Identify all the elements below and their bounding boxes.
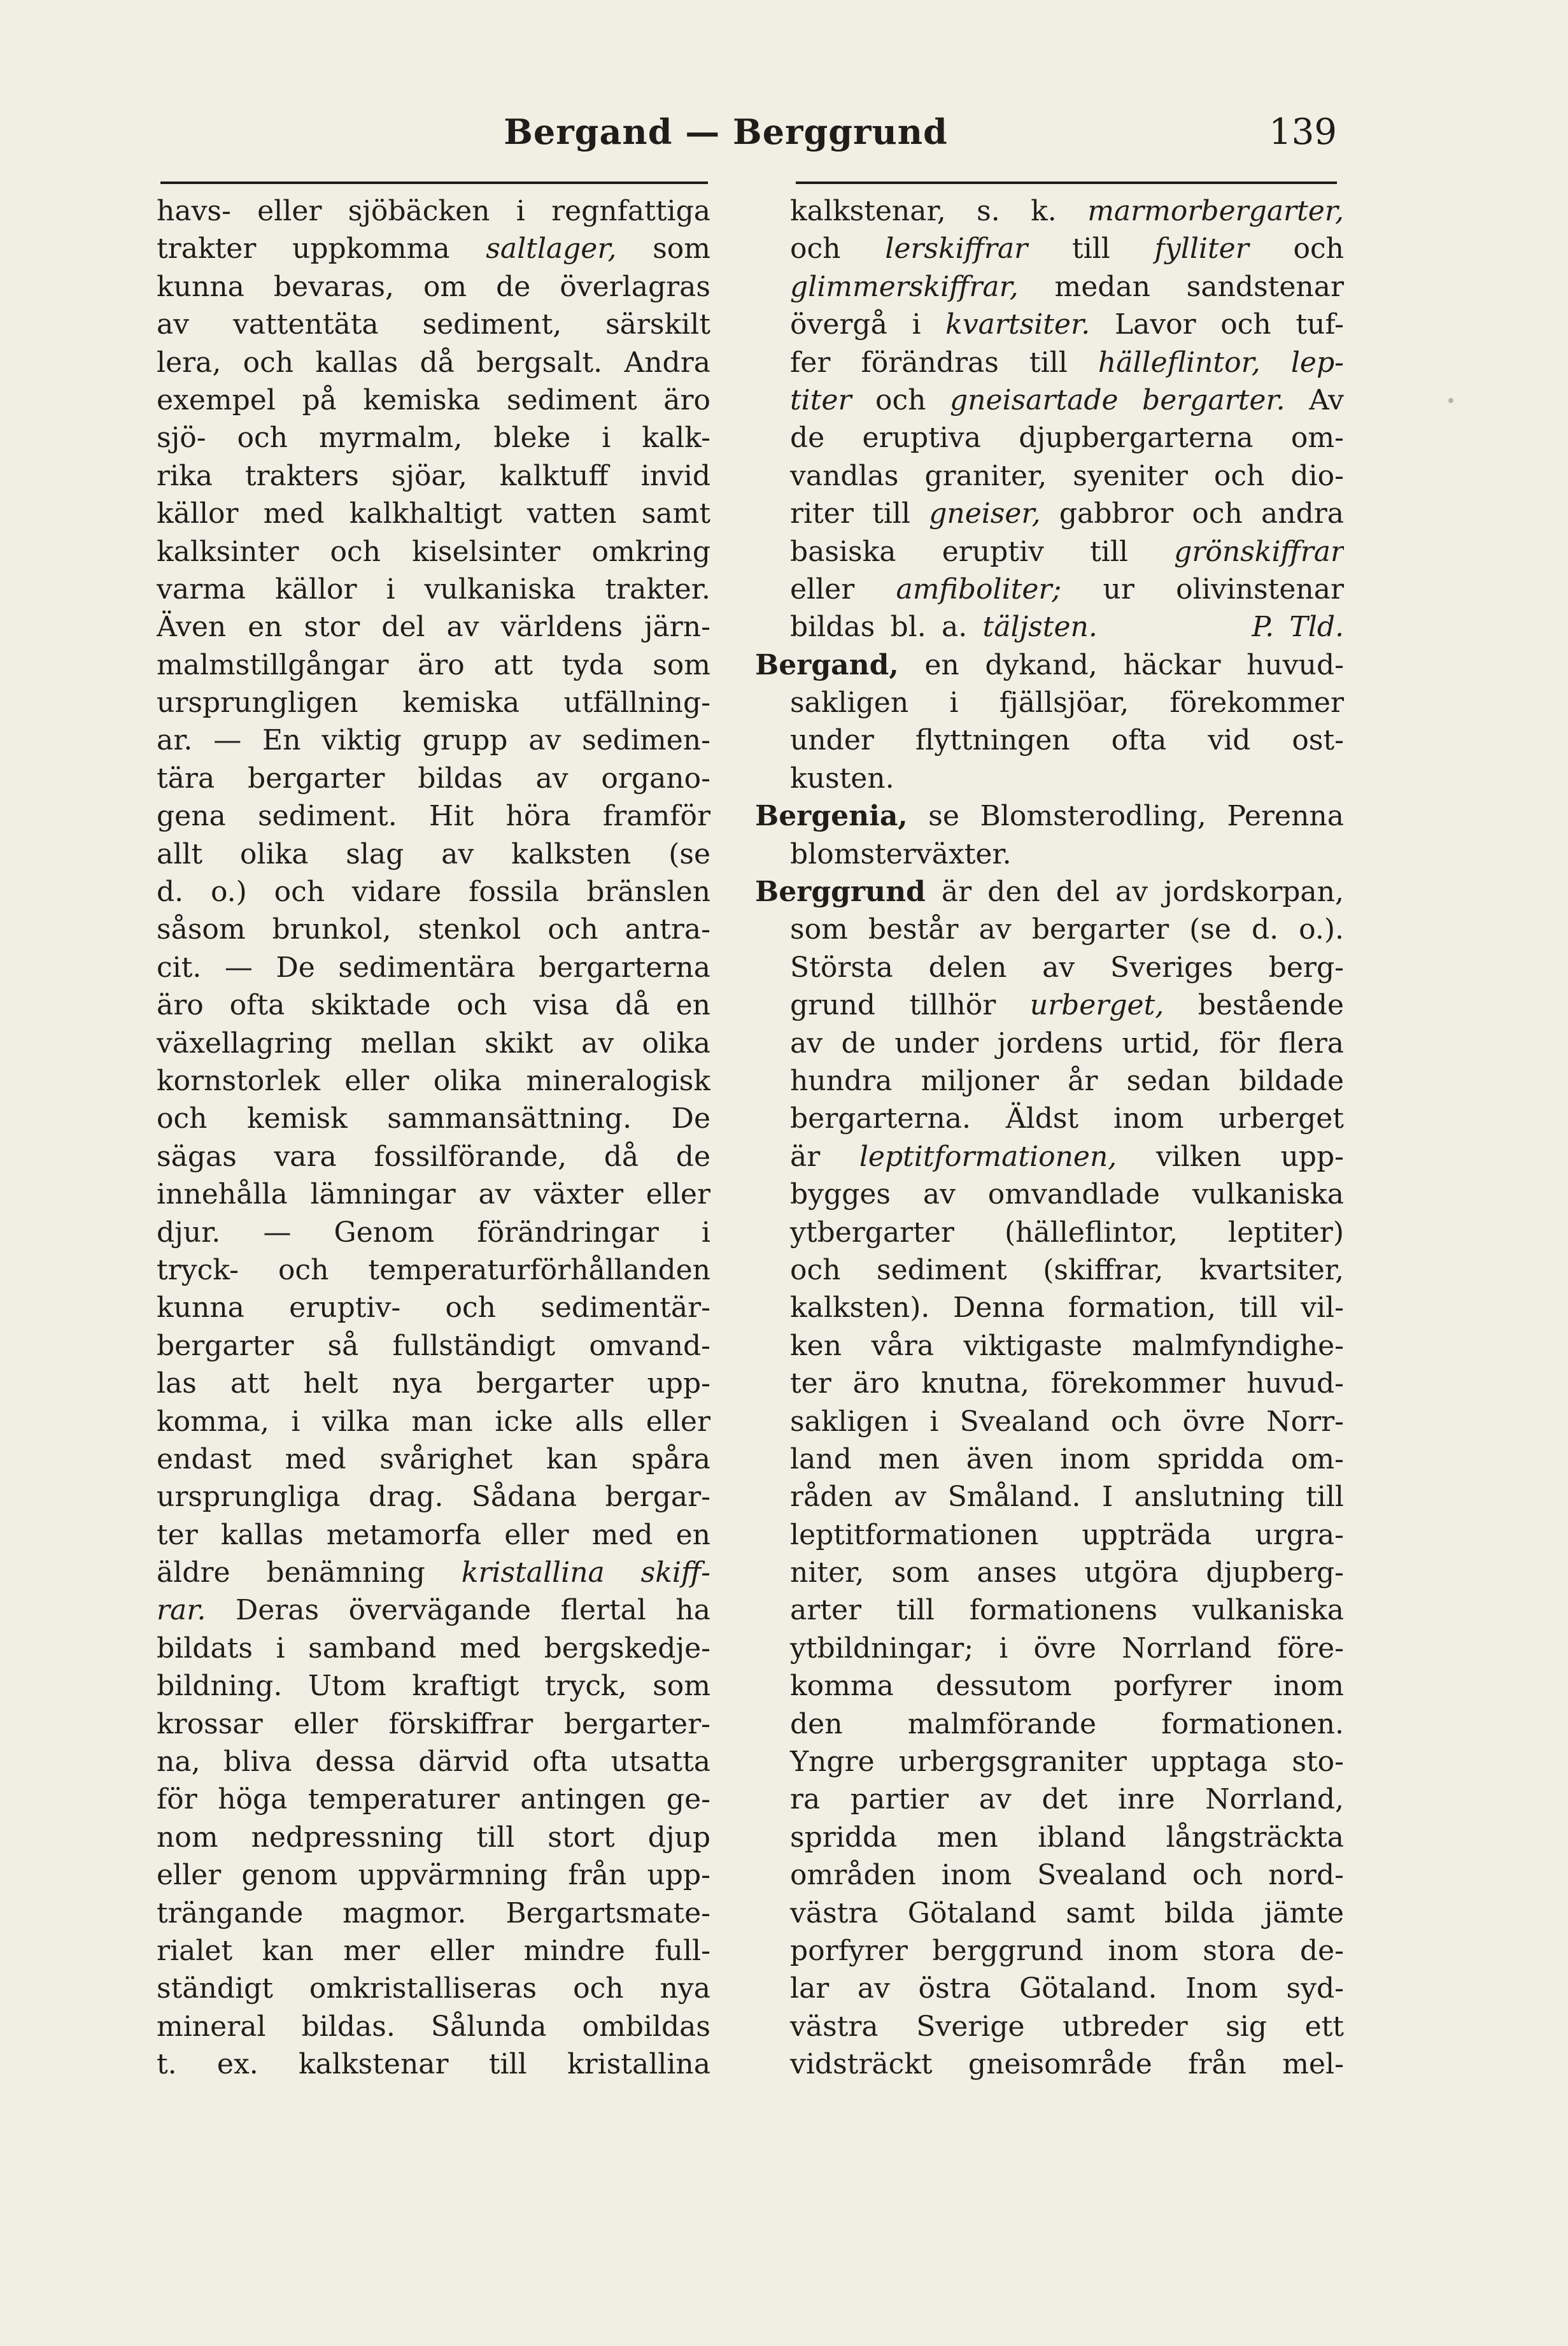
text-line: den malmförande formationen. [790, 1707, 1344, 1740]
text-line: bildats i samband med bergskedje- [157, 1632, 710, 1665]
text-line: äldre benämning kristallina skiff- [157, 1556, 710, 1589]
text-line: Även en stor del av världens järn- [157, 611, 710, 644]
text-line: råden av Småland. I anslutning till [790, 1481, 1344, 1514]
italic-term: marmorbergarter, [1087, 195, 1344, 227]
page-number: 139 [1269, 111, 1337, 153]
text-line: tära bergarter bildas av organo- [157, 762, 710, 795]
text-line: porfyrer berggrund inom stora de- [790, 1934, 1344, 1967]
text-line: cit. — De sedimentära bergarterna [157, 951, 710, 984]
italic-term: leptitformationen, [859, 1140, 1117, 1173]
text-line: bildning. Utom kraftigt tryck, som [157, 1670, 710, 1703]
italic-term: grönskiffrar [1174, 535, 1344, 568]
italic-term: täljsten. [982, 611, 1098, 644]
text-line: endast med svårighet kan spåra [157, 1442, 710, 1475]
text-line: lar av östra Götaland. Inom syd- [790, 1972, 1344, 2005]
text-line: malmstillgångar äro att tyda som [157, 648, 710, 681]
text-line: d. o.) och vidare fossila bränslen [157, 876, 710, 909]
running-header: Bergand — Berggrund [504, 111, 948, 152]
text-line: övergå i kvartsiter. Lavor och tuf- [790, 308, 1344, 341]
text-line: mineral bildas. Sålunda ombildas [157, 2010, 710, 2043]
text-line: för höga temperaturer antingen ge- [157, 1783, 710, 1816]
text-line: na, bliva dessa därvid ofta utsatta [157, 1745, 710, 1779]
text-line: blomsterväxter. [790, 837, 1012, 871]
text-line: växellagring mellan skikt av olika [157, 1027, 710, 1060]
text-line: av de under jordens urtid, för flera [790, 1027, 1344, 1060]
italic-term: fylliter [1154, 232, 1249, 266]
text-line: Största delen av Sveriges berg- [790, 951, 1344, 984]
text-line: kunna bevaras, om de överlagras [157, 270, 710, 303]
text-line: vandlas graniter, syeniter och dio- [790, 459, 1344, 492]
text-line: glimmerskiffrar, medan sandstenar [790, 270, 1344, 303]
text-line: källor med kalkhaltigt vatten samt [157, 497, 710, 530]
text-line: trakter uppkomma saltlager, som [157, 232, 710, 266]
text-line: av vattentäta sediment, särskilt [157, 308, 710, 341]
text-line: ursprungligen kemiska utfällning- [157, 686, 710, 720]
text-line: under flyttningen ofta vid ost- [790, 724, 1344, 757]
text-line: trängande magmor. Bergartsmate- [157, 1896, 710, 1930]
italic-term: urberget, [1029, 989, 1164, 1022]
text-line: bergarter så fullständigt omvand- [157, 1329, 710, 1362]
text-line: fer förändras till hälleflintor, lep- [790, 346, 1344, 379]
text-line: komma dessutom porfyrer inom [790, 1670, 1344, 1703]
text-line: spridda men ibland långsträckta [790, 1821, 1344, 1854]
author-signature: P. Tld. [1252, 611, 1344, 644]
italic-term: glimmerskiffrar, [790, 270, 1019, 303]
text-line: eller amfiboliter; ur olivinstenar [790, 572, 1344, 606]
text-line: ra partier av det inre Norrland, [790, 1783, 1344, 1816]
text-line: kalksinter och kiselsinter omkring [157, 535, 710, 568]
text-line: ytbildningar; i övre Norrland före- [790, 1632, 1344, 1665]
text-line: de eruptiva djupbergarterna om- [790, 422, 1344, 455]
text-line: rialet kan mer eller mindre full- [157, 1934, 710, 1967]
text-line: områden inom Svealand och nord- [790, 1859, 1344, 1892]
text-line: bergarterna. Äldst inom urberget [790, 1102, 1344, 1135]
text-line: bildas bl. a. täljsten. P. Tld. [790, 611, 1344, 644]
italic-term: lerskiffrar [885, 232, 1028, 266]
text-line: kalksten). Denna formation, till vil- [790, 1291, 1344, 1325]
text-line: är leptitformationen, vilken upp- [790, 1140, 1344, 1173]
text-line: lera, och kallas då bergsalt. Andra [157, 346, 710, 379]
italic-term: titer [790, 383, 852, 416]
text-line: land men även inom spridda om- [790, 1442, 1344, 1475]
text-line: kornstorlek eller olika mineralogisk [157, 1064, 710, 1097]
text-line: ursprungliga drag. Sådana bergar- [157, 1481, 710, 1514]
text-line: las att helt nya bergarter upp- [157, 1367, 710, 1400]
italic-term: gneisartade bergarter. [949, 383, 1285, 416]
text-line: ar. — En viktig grupp av sedimen- [157, 724, 710, 757]
entry-line: Berggrund är den del av jordskorpan, [755, 876, 1344, 909]
text-line: nom nedpressning till stort djup [157, 1821, 710, 1854]
text-line: såsom brunkol, stenkol och antra- [157, 913, 710, 946]
paper-speck [1448, 398, 1453, 403]
italic-term: kvartsiter. [945, 308, 1091, 341]
italic-term: gneiser, [929, 497, 1041, 530]
header-rule-left [160, 181, 708, 184]
text-line: bygges av omvandlade vulkaniska [790, 1178, 1344, 1211]
italic-term: amfiboliter; [896, 572, 1062, 606]
text-line: kunna eruptiv- och sedimentär- [157, 1291, 710, 1325]
header-rule-right [796, 181, 1337, 184]
text-line: kusten. [790, 762, 894, 795]
entry-line: Bergenia, se Blomsterodling, Perenna [755, 800, 1344, 833]
text-line: gena sediment. Hit höra framför [157, 800, 710, 833]
text-line: basiska eruptiv till grönskiffrar [790, 535, 1344, 568]
text-line: exempel på kemiska sediment äro [157, 383, 710, 416]
text-line: havs- eller sjöbäcken i regnfattiga [157, 195, 710, 227]
text-line: innehålla lämningar av växter eller [157, 1178, 710, 1211]
text-line: allt olika slag av kalksten (se [157, 837, 710, 871]
italic-term: saltlager, [486, 232, 617, 266]
text-line: tryck- och temperaturförhållanden [157, 1253, 710, 1286]
text-line: ytbergarter (hälleflintor, leptiter) [790, 1216, 1344, 1249]
text-line: eller genom uppvärmning från upp- [157, 1859, 710, 1892]
text-line: arter till formationens vulkaniska [790, 1594, 1344, 1627]
text-line: västra Götaland samt bilda jämte [790, 1896, 1344, 1930]
text-line: riter till gneiser, gabbror och andra [790, 497, 1344, 530]
text-line: leptitformationen uppträda urgra- [790, 1518, 1344, 1551]
text-line: komma, i vilka man icke alls eller [157, 1405, 710, 1438]
text-line: hundra miljoner år sedan bildade [790, 1064, 1344, 1097]
italic-term: rar. [157, 1594, 206, 1627]
text-line: ter kallas metamorfa eller med en [157, 1518, 710, 1551]
text-line: och sediment (skiffrar, kvartsiter, [790, 1253, 1344, 1286]
text-line: varma källor i vulkaniska trakter. [157, 572, 710, 606]
text-line: som består av bergarter (se d. o.). [790, 913, 1344, 946]
text-line: titer och gneisartade bergarter. Av [790, 383, 1344, 416]
text-line: t. ex. kalkstenar till kristallina [157, 2048, 710, 2081]
entry-line: Bergand, en dykand, häckar huvud- [755, 648, 1344, 681]
text-line: niter, som anses utgöra djupberg- [790, 1556, 1344, 1589]
text-line: ständigt omkristalliseras och nya [157, 1972, 710, 2005]
entry-headword: Bergand, [755, 648, 899, 681]
text-line: ken våra viktigaste malmfyndighe- [790, 1329, 1344, 1362]
text-line: sjö- och myrmalm, bleke i kalk- [157, 422, 710, 455]
text-line: och kemisk sammansättning. De [157, 1102, 710, 1135]
text-line: rar. Deras övervägande flertal ha [157, 1594, 710, 1627]
text-line: grund tillhör urberget, bestående [790, 989, 1344, 1022]
text-line: och lerskiffrar till fylliter och [790, 232, 1344, 266]
entry-headword: Bergenia, [755, 800, 908, 833]
text-line: västra Sverige utbreder sig ett [790, 2010, 1344, 2043]
text-line: ter äro knutna, förekommer huvud- [790, 1367, 1344, 1400]
left-text-column [157, 192, 710, 2084]
text-line: Yngre urbergsgraniter upptaga sto- [790, 1745, 1344, 1779]
text-line: sägas vara fossilförande, då de [157, 1140, 710, 1173]
text-line: sakligen i fjällsjöar, förekommer [790, 686, 1344, 720]
italic-term: kristallina skiff- [461, 1556, 710, 1589]
text-line: djur. — Genom förändringar i [157, 1216, 710, 1249]
italic-term: hälleflintor, lep- [1098, 346, 1344, 379]
right-text-column [755, 192, 1344, 2084]
text-line: vidsträckt gneisområde från mel- [790, 2048, 1344, 2081]
text-line: äro ofta skiktade och visa då en [157, 989, 710, 1022]
text-line: sakligen i Svealand och övre Norr- [790, 1405, 1344, 1438]
entry-headword: Berggrund [755, 876, 926, 909]
text-line: krossar eller förskiffrar bergarter- [157, 1707, 710, 1740]
text-line: rika trakters sjöar, kalktuff invid [157, 459, 710, 492]
text-line: kalkstenar, s. k. marmorbergarter, [790, 195, 1344, 227]
